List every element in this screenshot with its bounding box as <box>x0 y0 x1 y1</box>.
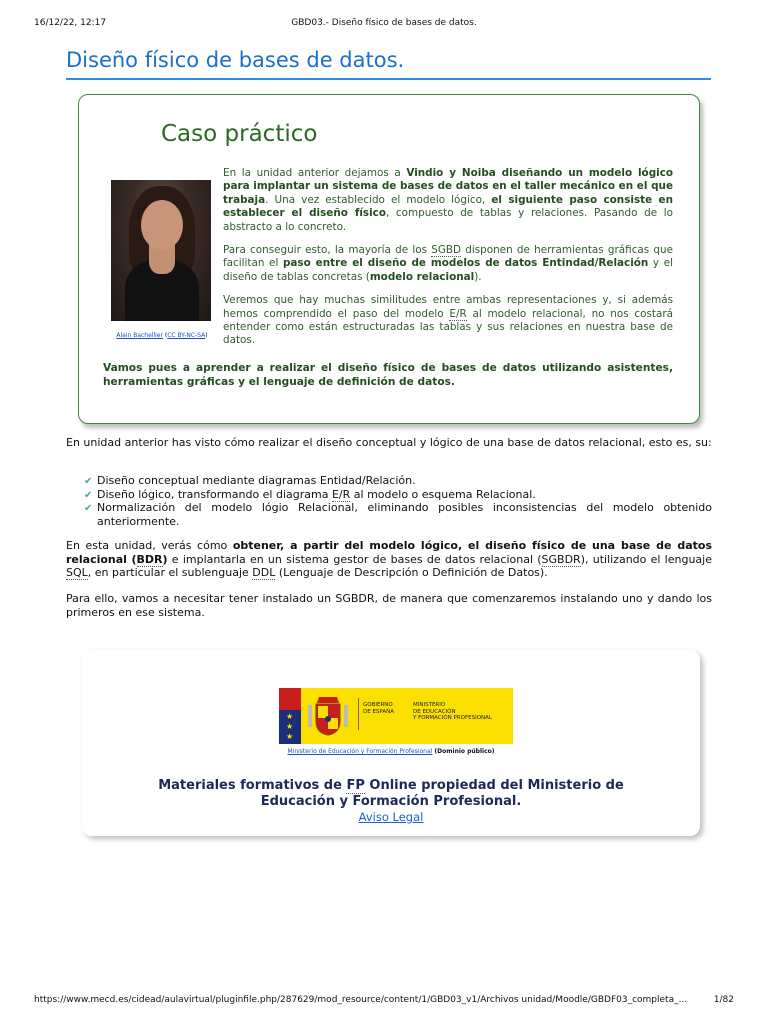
abbr-sgbdr[interactable]: SGBDR <box>541 552 581 566</box>
logo-gobierno-text: GOBIERNO DE ESPAÑA <box>363 702 395 715</box>
check-icon: ✔ <box>84 476 93 487</box>
caso-paragraph-1: En la unidad anterior dejamos a Vindio y Noiba diseñando un modelo lógico para implantar un sistema de bases de datos en el taller mecánico en el que trabaja. Una vez establecido el modelo lógico, el siguiente paso consiste en establecer el diseño físico, compuesto de tablas y relaciones. Pasando de lo abstracto a lo concreto. <box>223 167 673 233</box>
list-item: ✔ Diseño conceptual mediante diagramas Entidad/Relación. <box>84 474 416 487</box>
print-page-number: 1/82 <box>713 995 734 1005</box>
caso-paragraph-3: Veremos que hay muchas similitudes entre ambas representaciones y, si además hemos comprendido el paso del modelo E/R al modelo relacional, no nos costará entender como están estructuradas las tablas y sus relaciones en nuestra base de datos. <box>223 294 673 347</box>
check-icon: ✔ <box>84 489 93 501</box>
print-header <box>34 18 734 32</box>
aviso-legal-link[interactable]: Aviso Legal <box>358 810 424 824</box>
page-title: Diseño físico de bases de datos. <box>66 46 711 80</box>
intro-paragraph: En unidad anterior has visto cómo realizar el diseño conceptual y lógico de una base de datos relacional, esto es, su: <box>66 436 712 449</box>
ministry-link[interactable]: Ministerio de Educación y Formación Profesional <box>287 748 433 755</box>
print-url: https://www.mecd.es/cidead/aulavirtual/pluginfile.php/287629/mod_resource/content/1/GBD03_v1/Archivos unidad/Moodle/GBDF03_completa_... <box>34 995 688 1005</box>
footer-ownership-text: Materiales formativos de FP Online propiedad del Ministerio de Educación y Formación Profesional. <box>158 778 624 809</box>
author-photo <box>111 180 211 321</box>
caso-conclusion: Vamos pues a aprender a realizar el diseño físico de bases de datos utilizando asistentes, herramientas gráficas y el lenguaje de definición de datos. <box>103 362 673 388</box>
logo-ministerio-text: MINISTERIO DE EDUCACIÓN Y FORMACIÓN PROFESIONAL <box>413 702 492 721</box>
photo-author-link[interactable]: Alain Bachellier <box>116 332 163 339</box>
check-icon: ✔ <box>84 503 93 514</box>
abbr-sgbd[interactable]: SGBD <box>431 244 462 257</box>
print-datetime: 16/12/22, 12:17 <box>34 18 107 28</box>
ministry-logo: ★ ★ ★ GOBIERNO DE ESPAÑA MINISTERIO DE EDUCACIÓN Y FORMACIÓN PROFESIONAL <box>279 688 513 744</box>
list-item: ✔ Diseño lógico, transformando el diagrama E/R al modelo o esquema Relacional. <box>84 487 536 501</box>
caso-title: Caso práctico <box>161 121 318 147</box>
logo-caption: Ministerio de Educación y Formación Profesional (Dominio público) <box>287 748 495 755</box>
abbr-fp[interactable]: FP <box>346 778 365 793</box>
list-item: ✔ Normalización del modelo lógio Relacional, eliminando posibles inconsistencias del modelo obtenido anteriormente. <box>84 501 712 528</box>
abbr-er[interactable]: E/R <box>331 487 351 501</box>
abbr-bdr[interactable]: BDR <box>136 552 163 566</box>
caso-text <box>223 167 673 358</box>
photo-license-link[interactable]: CC BY-NC-SA <box>167 332 206 339</box>
checklist <box>84 474 712 528</box>
unit-paragraph: En esta unidad, verás cómo obtener, a partir del modelo lógico, el diseño físico de una base de datos relacional (BDR) e implantarla en un sistema gestor de bases de datos relacional (SGBDR), utilizando el lenguaje SQL, en particular el sublenguaje DDL (Lenguaje de Descripción o Definición de Datos). <box>66 539 712 579</box>
abbr-er[interactable]: E/R <box>449 307 467 320</box>
abbr-ddl[interactable]: DDL <box>252 566 276 579</box>
coat-of-arms-icon <box>305 693 351 739</box>
print-doc-title: GBD03.- Diseño físico de bases de datos. <box>291 18 477 28</box>
abbr-sql[interactable]: SQL <box>66 566 88 579</box>
install-paragraph: Para ello, vamos a necesitar tener instalado un SGBDR, de manera que comenzaremos instalando uno y dando los primeros en ese sistema. <box>66 592 712 619</box>
photo-caption: Alain Bachellier (CC BY-NC-SA) <box>116 332 208 339</box>
caso-practico-box <box>78 94 700 424</box>
caso-paragraph-2: Para conseguir esto, la mayoría de los SGBD disponen de herramientas gráficas que facilitan el paso entre el diseño de modelos de datos Entindad/Relación y el diseño de tablas concretas (modelo relacional). <box>223 244 673 283</box>
license-footer-box <box>82 650 700 836</box>
